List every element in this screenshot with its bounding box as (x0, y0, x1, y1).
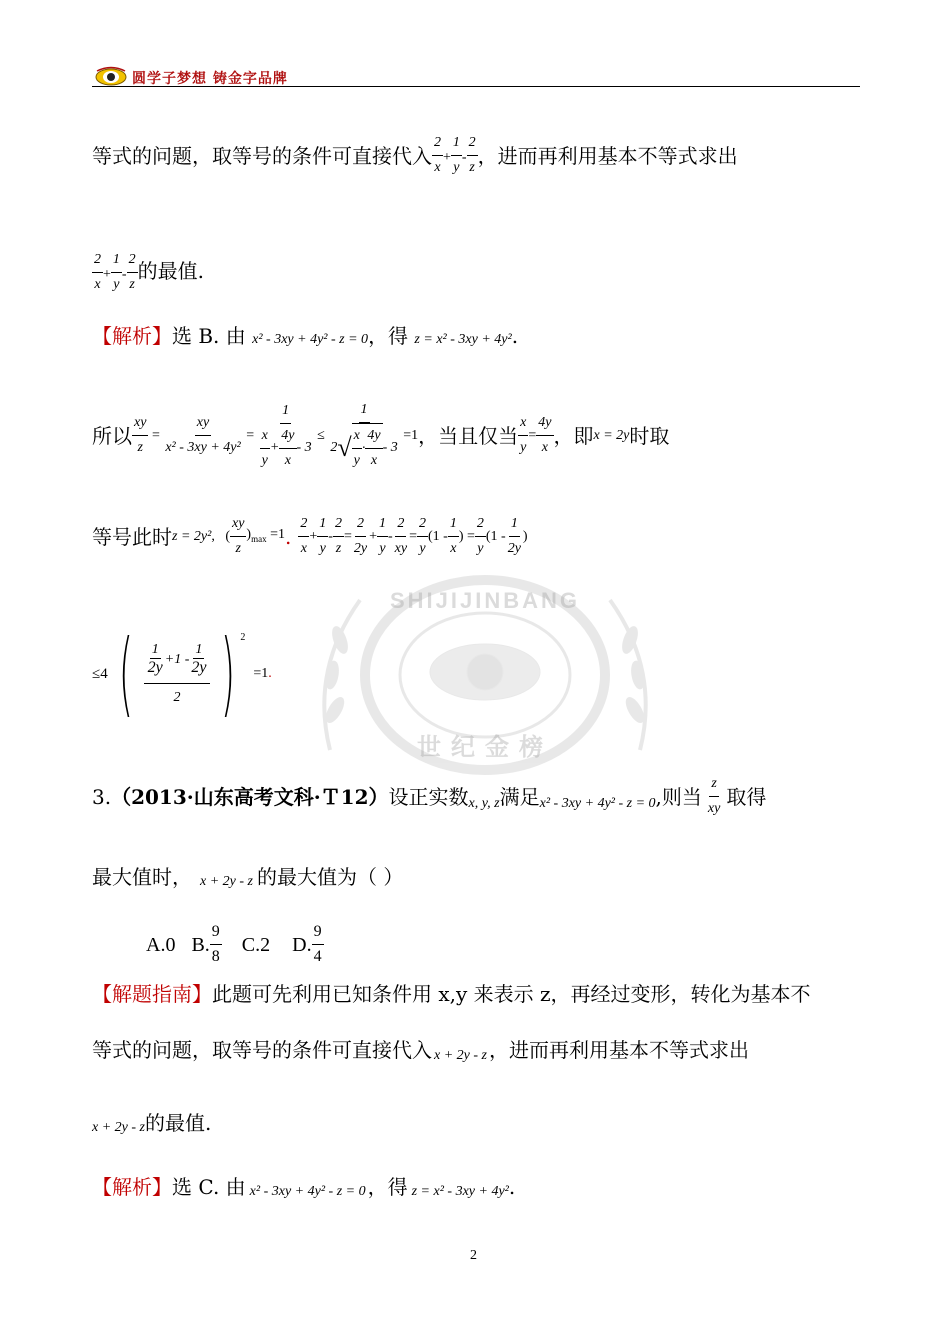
expr-2x-1y-2z: $\frac{2}{x}$ + $\frac{1}{y}$ - $\frac{2}{z}$ (432, 131, 478, 180)
paragraph-line-2 (92, 248, 204, 297)
guide-line-1 (92, 982, 811, 1006)
jiexi-tag: 【解析】 (92, 324, 172, 348)
jiexi-line-1: 【解析】选 B. 由 x² - 3xy + 4y² - z = 0，得 z = x² - 3xy + 4y². (92, 324, 519, 348)
jiexi2-text1: 选 C. 由 (172, 1175, 246, 1199)
p2-tail: 的最值. (137, 259, 204, 283)
q3-line2a: 最大值时， (92, 865, 192, 889)
guide-expr: x + 2y - z (434, 1048, 487, 1063)
guide-tag: 【解题指南】 (92, 982, 212, 1006)
q3-vars: x, y, z (468, 795, 500, 811)
guide-text: 此题可先利用已知条件用 x,y 来表示 z，再经过变形，转化为基本不 (212, 982, 811, 1006)
jiexi-text1: 选 B. 由 (172, 324, 246, 348)
jiexi2-eq1: x² - 3xy + 4y² - z = 0 (249, 1184, 366, 1199)
frac-1-over-amgm: 1 2 √ $\frac{x}{y}$ · $\frac{4y}{x}$ - 3 (328, 398, 399, 473)
q3-condition: x² - 3xy + 4y² - z = 0 (539, 795, 656, 811)
inequality-block: ≤4 ( $\frac{1}{2y}$ +1 - $\frac{1}{2y}$ 2 ) 2 =1 . (92, 620, 272, 727)
option-b[interactable]: B. (191, 933, 210, 956)
q3-source: （2013·山东高考文科·Ｔ12） (111, 784, 389, 809)
jiexi2-text2: ，得 (367, 1175, 408, 1199)
eq-x-2y: x = 2y (593, 427, 630, 443)
guide-expr-2: x + 2y - z (92, 1120, 145, 1135)
options-row: A.0 B. $\frac{9}{8}$ C.2 D. $\frac{9}{4}$ (146, 920, 324, 969)
jiexi2-tag: 【解析】 (92, 1175, 172, 1199)
watermark-cn-text: 世纪金榜 (417, 733, 553, 761)
frac-xy-over-z: $\frac{xy}{z}$ (132, 411, 148, 460)
q3-text1: 设正实数 (388, 784, 469, 809)
suoyi-line: 所以 $\frac{xy}{z}$ = $\frac{xy}{\text{x² - 3xy + 4y²}}$ = 1 $\frac{x}{y}$ + $\frac{4y}{x}$ - 3 ≤ 1 2 √ $\frac{x}{y}$ · $\frac{4y}{x}$ - 3 =1 ，当且仅当 $\frac{x}{y}$ = $\frac{4y}{x}$ ，即 x = 2y 时取 (92, 398, 669, 473)
frac-4y-over-x: $\frac{4y}{x}$ (536, 411, 553, 460)
frac-xy-over-quad: $\frac{xy}{\text{x² - 3xy + 4y²}}$ (163, 411, 242, 460)
denghao-lead: 等号此时 (92, 524, 172, 549)
guide-line2: 等式的问题，取等号的条件可直接代入 (92, 1038, 432, 1062)
header-divider (92, 86, 860, 87)
question-3 (92, 772, 766, 821)
q3-number: 3. (92, 784, 112, 809)
q3-expr: x + 2y - z (200, 874, 253, 889)
guide-line3-tail: 的最值. (145, 1111, 212, 1135)
jiexi-eq1: x² - 3xy + 4y² - z = 0 (252, 332, 369, 347)
guide-line2-tail: ，进而再利用基本不等式求出 (489, 1038, 749, 1062)
eq-z-2y2: z = 2y² (172, 528, 212, 544)
jiexi-eq2: z = x² - 3xy + 4y² (414, 332, 512, 347)
frac-xy-z-max: $\frac{xy}{z}$ (230, 512, 246, 561)
jiexi-text2: ，得 (368, 324, 409, 348)
suoyi-ji: ，即 (553, 423, 594, 448)
frac-z-over-xy: $\frac{z}{xy}$ (706, 772, 722, 821)
paragraph-line-1 (92, 135, 738, 180)
header-slogan: 圆学子梦想 铸金字品牌 (132, 71, 288, 87)
denghao-line: 等号此时 z = 2y² , ( $\frac{xy}{z}$ )$_{max} =1$ . $\frac{2}{x}$ + $\frac{1}{y}$ - $\frac{2}{z}$ = $\frac{2}{2y}$ + $\frac{1}{y}$ - $\frac{2}{xy}$ = $\frac{2}{y}$ (1 - $\frac{1}{x}$ ) = $\frac{2}{y}$ (1 - $\frac{1}{2y}$ ) (92, 512, 528, 561)
expr-2x-1y-2z-b: $\frac{2}{x}$ + $\frac{1}{y}$ - $\frac{2}{z}$ (92, 248, 138, 297)
q3-text4: 取得 (726, 784, 767, 809)
page-number: 2 (470, 1248, 477, 1263)
option-a[interactable]: A.0 (146, 933, 176, 956)
suoyi-end: 时取 (629, 423, 670, 448)
p1-text: 等式的问题，取等号的条件可直接代入 (92, 144, 432, 168)
option-d[interactable]: D. (292, 933, 312, 956)
suoyi-lead: 所以 (92, 423, 132, 448)
p1-tail: ，进而再利用基本不等式求出 (477, 144, 738, 168)
watermark-arc-text: SHIJIJINBANG (389, 588, 581, 613)
q3-line2b: 的最大值为（ ） (257, 865, 404, 889)
q3-text2: 满足 (499, 784, 540, 809)
suoyi-mid: ，当且仅当 (418, 423, 519, 448)
jiexi-2-line: 【解析】 选 C. 由 x² - 3xy + 4y² - z = 0 ，得 z = x² - 3xy + 4y² . (92, 1170, 515, 1204)
jiexi2-eq2: z = x² - 3xy + 4y² (411, 1184, 509, 1199)
watermark (290, 560, 680, 790)
frac-x-over-y: $\frac{x}{y}$ (518, 411, 528, 460)
q3-text3: ,则当 (655, 784, 702, 809)
guide-line-3 (92, 1106, 211, 1140)
option-c[interactable]: C.2 (241, 933, 271, 956)
guide-line-2 (92, 1032, 749, 1068)
frac-1-over-sum: 1 $\frac{x}{y}$ + $\frac{4y}{x}$ - 3 (258, 399, 314, 473)
question-3-line-2 (92, 860, 403, 894)
